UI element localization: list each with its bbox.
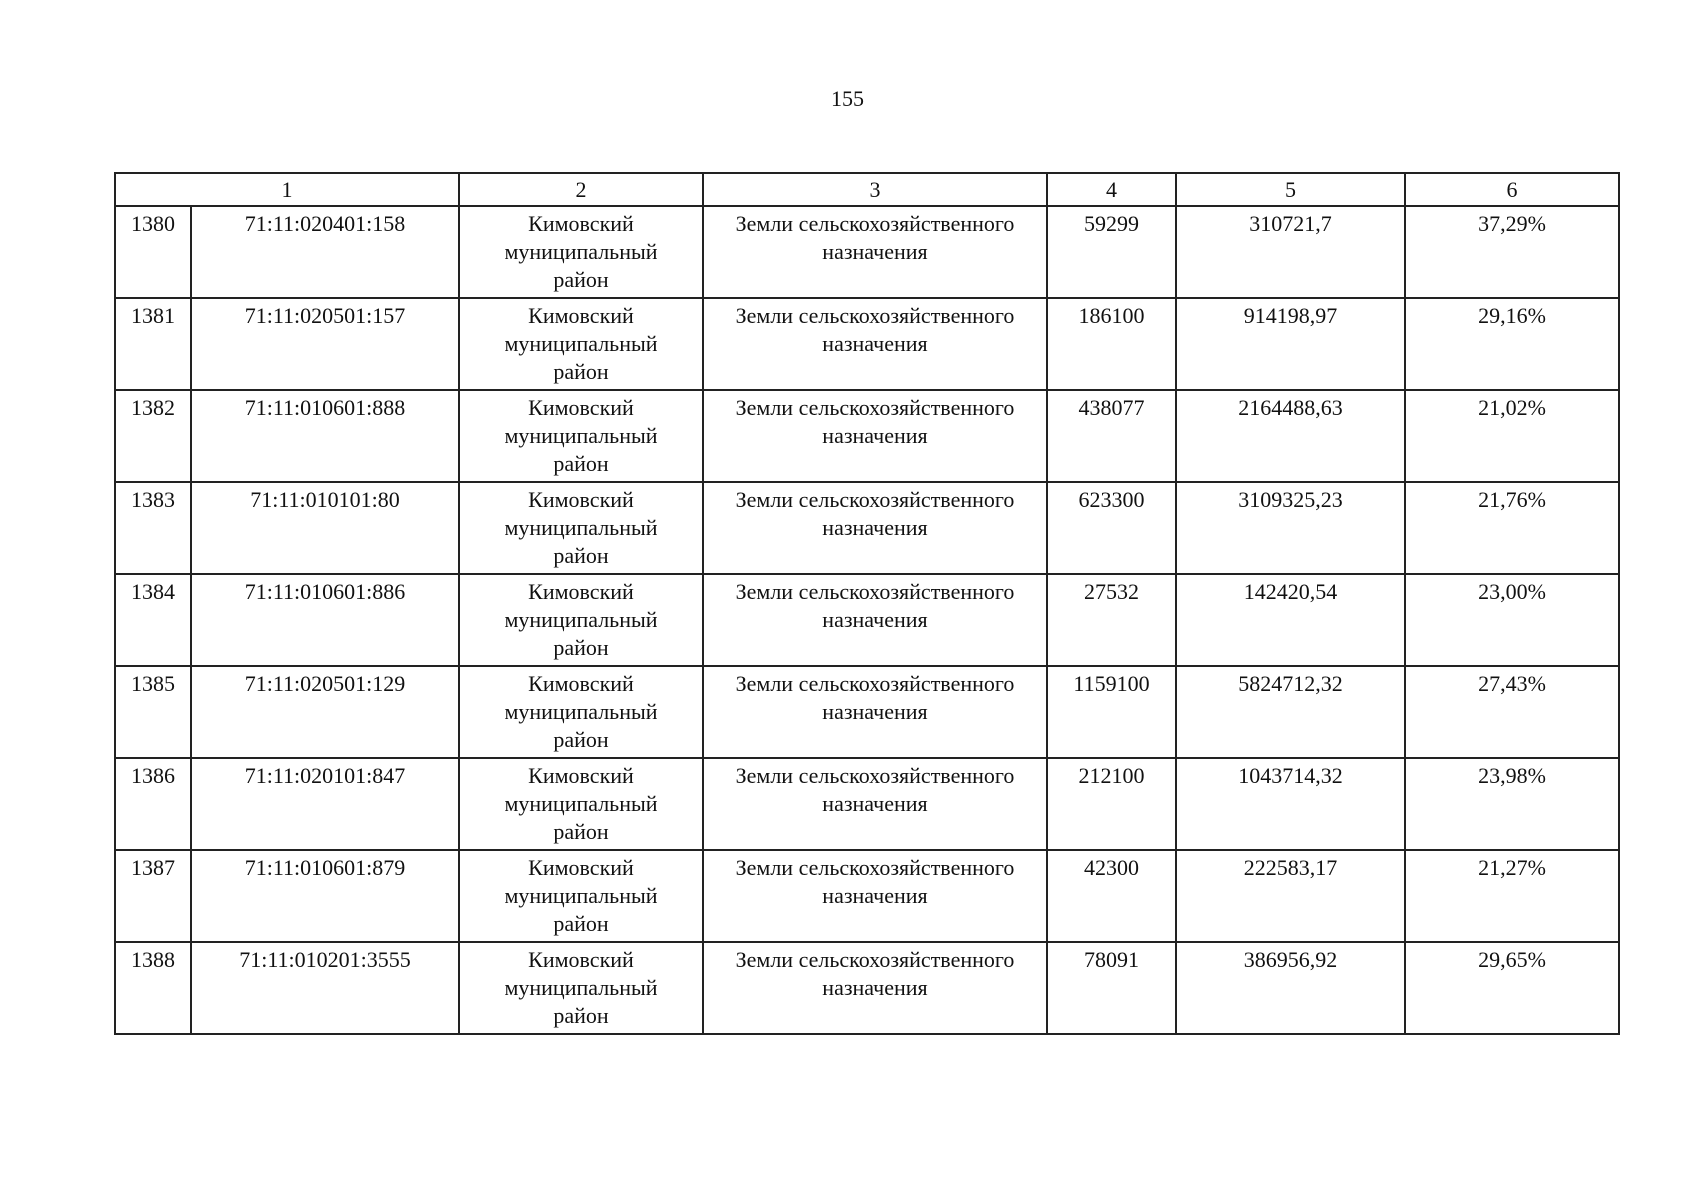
cadastral-number-cell: 71:11:010101:80 bbox=[191, 482, 459, 574]
percent-cell: 23,98% bbox=[1405, 758, 1619, 850]
area-cell: 1159100 bbox=[1047, 666, 1176, 758]
land-category-cell bbox=[703, 574, 1047, 666]
percent-cell: 27,43% bbox=[1405, 666, 1619, 758]
cadastral-value-cell: 914198,97 bbox=[1176, 298, 1405, 390]
land-category-cell-line: назначения bbox=[822, 883, 928, 908]
district-cell-line: Кимовский bbox=[528, 671, 634, 696]
cadastral-value-cell: 5824712,32 bbox=[1176, 666, 1405, 758]
district-cell bbox=[459, 758, 703, 850]
header-cell-5: 5 bbox=[1176, 173, 1405, 206]
cadastral-number-cell: 71:11:020501:129 bbox=[191, 666, 459, 758]
land-category-cell-line: Земли сельскохозяйственного bbox=[735, 395, 1015, 420]
row-number-cell: 1382 bbox=[115, 390, 191, 482]
land-category-cell-line: назначения bbox=[822, 423, 928, 448]
percent-cell: 29,65% bbox=[1405, 942, 1619, 1034]
area-cell: 212100 bbox=[1047, 758, 1176, 850]
land-category-cell-line: Земли сельскохозяйственного bbox=[735, 763, 1015, 788]
percent-cell: 21,76% bbox=[1405, 482, 1619, 574]
land-category-cell-line: Земли сельскохозяйственного bbox=[735, 579, 1015, 604]
area-cell: 438077 bbox=[1047, 390, 1176, 482]
district-cell-line: муниципальный bbox=[504, 515, 658, 540]
district-cell-line: Кимовский bbox=[528, 303, 634, 328]
land-category-cell-line: Земли сельскохозяйственного bbox=[735, 671, 1015, 696]
row-number-cell: 1380 bbox=[115, 206, 191, 298]
cadastral-number-cell: 71:11:020501:157 bbox=[191, 298, 459, 390]
cadastral-value-cell: 310721,7 bbox=[1176, 206, 1405, 298]
page-number: 155 bbox=[831, 86, 864, 111]
table-header-row bbox=[115, 173, 1619, 206]
land-category-cell bbox=[703, 758, 1047, 850]
district-cell bbox=[459, 942, 703, 1034]
row-number-cell: 1388 bbox=[115, 942, 191, 1034]
cadastral-number-cell: 71:11:010601:879 bbox=[191, 850, 459, 942]
land-category-cell bbox=[703, 666, 1047, 758]
table-row bbox=[115, 666, 1619, 758]
district-cell-line: муниципальный bbox=[504, 791, 658, 816]
district-cell-line: район bbox=[553, 635, 609, 660]
land-category-cell-line: Земли сельскохозяйственного bbox=[735, 211, 1015, 236]
district-cell-line: Кимовский bbox=[528, 487, 634, 512]
cadastral-value-cell: 142420,54 bbox=[1176, 574, 1405, 666]
district-cell-line: Кимовский bbox=[528, 211, 634, 236]
district-cell-line: район bbox=[553, 267, 609, 292]
district-cell-line: район bbox=[553, 451, 609, 476]
district-cell-line: Кимовский bbox=[528, 947, 634, 972]
land-category-cell-line: назначения bbox=[822, 331, 928, 356]
cadastral-value-cell: 222583,17 bbox=[1176, 850, 1405, 942]
land-category-cell bbox=[703, 482, 1047, 574]
table-row bbox=[115, 758, 1619, 850]
district-cell-line: муниципальный bbox=[504, 331, 658, 356]
area-cell: 623300 bbox=[1047, 482, 1176, 574]
land-category-cell-line: назначения bbox=[822, 607, 928, 632]
percent-cell: 21,27% bbox=[1405, 850, 1619, 942]
area-cell: 186100 bbox=[1047, 298, 1176, 390]
land-category-cell bbox=[703, 206, 1047, 298]
district-cell bbox=[459, 390, 703, 482]
cadastral-number-cell: 71:11:010601:888 bbox=[191, 390, 459, 482]
area-cell: 78091 bbox=[1047, 942, 1176, 1034]
district-cell-line: муниципальный bbox=[504, 975, 658, 1000]
district-cell-line: муниципальный bbox=[504, 699, 658, 724]
district-cell-line: район bbox=[553, 359, 609, 384]
table-row bbox=[115, 390, 1619, 482]
district-cell-line: район bbox=[553, 819, 609, 844]
district-cell-line: район bbox=[553, 727, 609, 752]
header-cell-4: 4 bbox=[1047, 173, 1176, 206]
table-row bbox=[115, 850, 1619, 942]
percent-cell: 21,02% bbox=[1405, 390, 1619, 482]
area-cell: 42300 bbox=[1047, 850, 1176, 942]
district-cell bbox=[459, 206, 703, 298]
land-category-cell-line: назначения bbox=[822, 515, 928, 540]
table-row bbox=[115, 482, 1619, 574]
row-number-cell: 1383 bbox=[115, 482, 191, 574]
cadastral-value-cell: 386956,92 bbox=[1176, 942, 1405, 1034]
percent-cell: 29,16% bbox=[1405, 298, 1619, 390]
district-cell bbox=[459, 482, 703, 574]
land-category-cell-line: Земли сельскохозяйственного bbox=[735, 855, 1015, 880]
cadastral-number-cell: 71:11:020101:847 bbox=[191, 758, 459, 850]
land-category-cell-line: Земли сельскохозяйственного bbox=[735, 303, 1015, 328]
cadastral-value-table bbox=[114, 172, 1620, 1035]
district-cell-line: Кимовский bbox=[528, 763, 634, 788]
district-cell-line: район bbox=[553, 911, 609, 936]
cadastral-value-cell: 1043714,32 bbox=[1176, 758, 1405, 850]
district-cell-line: муниципальный bbox=[504, 607, 658, 632]
district-cell-line: муниципальный bbox=[504, 883, 658, 908]
table-row bbox=[115, 206, 1619, 298]
district-cell bbox=[459, 574, 703, 666]
district-cell-line: Кимовский bbox=[528, 855, 634, 880]
table-row bbox=[115, 942, 1619, 1034]
row-number-cell: 1385 bbox=[115, 666, 191, 758]
header-cell-3: 3 bbox=[703, 173, 1047, 206]
land-category-cell bbox=[703, 390, 1047, 482]
cadastral-value-cell: 2164488,63 bbox=[1176, 390, 1405, 482]
land-category-cell-line: назначения bbox=[822, 239, 928, 264]
district-cell-line: район bbox=[553, 543, 609, 568]
table-row bbox=[115, 298, 1619, 390]
land-category-cell bbox=[703, 298, 1047, 390]
district-cell-line: Кимовский bbox=[528, 395, 634, 420]
district-cell-line: район bbox=[553, 1003, 609, 1028]
land-category-cell-line: Земли сельскохозяйственного bbox=[735, 947, 1015, 972]
area-cell: 59299 bbox=[1047, 206, 1176, 298]
land-category-cell-line: назначения bbox=[822, 975, 928, 1000]
area-cell: 27532 bbox=[1047, 574, 1176, 666]
land-category-cell-line: назначения bbox=[822, 699, 928, 724]
land-category-cell-line: Земли сельскохозяйственного bbox=[735, 487, 1015, 512]
cadastral-number-cell: 71:11:010201:3555 bbox=[191, 942, 459, 1034]
percent-cell: 23,00% bbox=[1405, 574, 1619, 666]
header-cell-6: 6 bbox=[1405, 173, 1619, 206]
district-cell-line: муниципальный bbox=[504, 239, 658, 264]
cadastral-number-cell: 71:11:010601:886 bbox=[191, 574, 459, 666]
land-category-cell bbox=[703, 850, 1047, 942]
cadastral-value-cell: 3109325,23 bbox=[1176, 482, 1405, 574]
row-number-cell: 1386 bbox=[115, 758, 191, 850]
header-cell-2: 2 bbox=[459, 173, 703, 206]
header-cell-1: 1 bbox=[115, 173, 459, 206]
district-cell bbox=[459, 666, 703, 758]
row-number-cell: 1384 bbox=[115, 574, 191, 666]
percent-cell: 37,29% bbox=[1405, 206, 1619, 298]
cadastral-number-cell: 71:11:020401:158 bbox=[191, 206, 459, 298]
row-number-cell: 1381 bbox=[115, 298, 191, 390]
row-number-cell: 1387 bbox=[115, 850, 191, 942]
table-row bbox=[115, 574, 1619, 666]
land-category-cell bbox=[703, 942, 1047, 1034]
table-body bbox=[115, 206, 1619, 1034]
district-cell-line: Кимовский bbox=[528, 579, 634, 604]
district-cell-line: муниципальный bbox=[504, 423, 658, 448]
land-category-cell-line: назначения bbox=[822, 791, 928, 816]
district-cell bbox=[459, 298, 703, 390]
district-cell bbox=[459, 850, 703, 942]
